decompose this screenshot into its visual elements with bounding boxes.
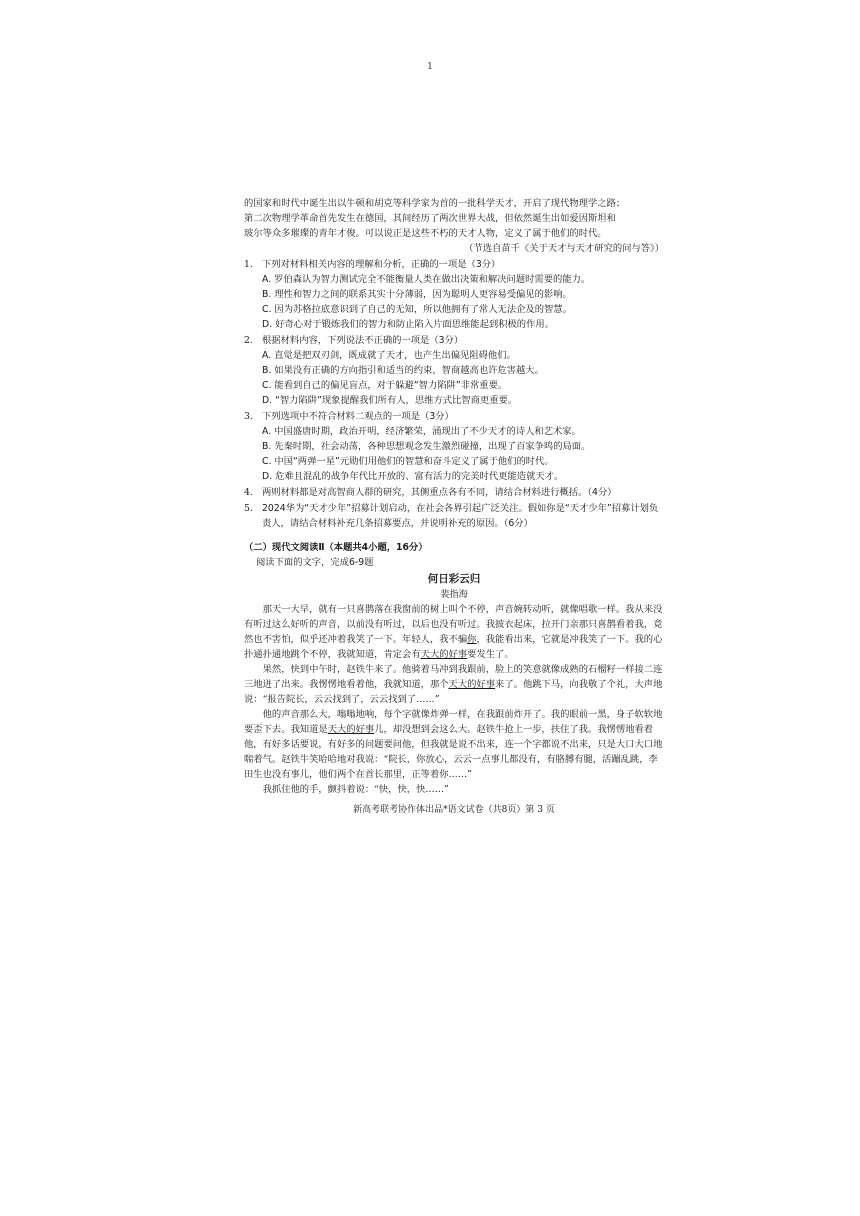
story-paragraph bbox=[244, 707, 664, 782]
question-2 bbox=[244, 333, 664, 408]
underlined-text: 天大的好事 bbox=[448, 679, 496, 690]
question-number: 2. bbox=[244, 335, 253, 346]
intro-line: 第二次物理学革命首先发生在德国，其间经历了两次世界大战，但依然诞生出如爱因斯坦和 bbox=[244, 213, 616, 224]
option-a: A. 中国盛唐时期，政治开明，经济繁荣，涌现出了不少天才的诗人和艺术家。 bbox=[262, 426, 581, 437]
story-paragraph bbox=[244, 662, 664, 707]
question-stem: 根据材料内容，下列说法不正确的一项是（3分） bbox=[262, 335, 464, 346]
question-1 bbox=[244, 257, 664, 332]
question-5 bbox=[244, 501, 664, 531]
question-stem: 下列选项中不符合材料二观点的一项是（3分） bbox=[262, 411, 454, 422]
question-stem: 2024华为“天才少年”招募计划启动，在社会各界引起广泛关注。假如你是“天才少年”招募计划负责人，请结合材料补充几条招募要点，并说明补充的原因。（6分） bbox=[262, 503, 659, 529]
question-stem: 下列对材料相关内容的理解和分析，正确的一项是（3分） bbox=[262, 259, 501, 270]
section-instruction: 阅读下面的文字，完成6-9题 bbox=[256, 557, 374, 568]
story-text: 那天一大早，就有一只喜鹊落在我窗前的树上叫个不停，声音婉转动听，就像唱歌一样。我从来没有听过这么好听的声音，以前没有听过，以后也没有听过。我披衣起床，拉开门亲那只喜鹊看着我，竟然也不害怕，似乎还冲着我笑了一下。年轻人，我不骗 bbox=[244, 604, 663, 645]
intro-line: 的国家和时代中诞生出以牛顿和胡克等科学家为首的一批科学天才，开启了现代物理学之路； bbox=[244, 198, 626, 209]
option-b: B. 理性和智力之间的联系其实十分薄弱，因为聪明人更容易受偏见的影响。 bbox=[262, 289, 572, 300]
story-paragraph: 我抓住他的手，颤抖着说：“快，快，快……” bbox=[262, 784, 449, 795]
option-c: C. 能看到自己的偏见盲点，对于躲避“智力陷阱”非常重要。 bbox=[262, 380, 508, 391]
story-paragraph bbox=[244, 602, 664, 662]
option-c: C. 中国“两弹一星”元勋们用他们的智慧和奋斗定义了属于他们的时代。 bbox=[262, 456, 554, 467]
intro-line: 玻尔等众多璀璨的青年才俊。可以说正是这些不朽的天才人物，定义了属于他们的时代。 bbox=[244, 228, 607, 239]
page-number: 1 bbox=[427, 62, 433, 72]
question-stem: 两则材料都是对高智商人群的研究，其侧重点各有不同，请结合材料进行概括。（4分） bbox=[262, 487, 617, 498]
underlined-text: 天大的好事 bbox=[420, 649, 468, 660]
story-text: 儿，却没想到会这么大。赵铁牛抢上一步，扶住了我。我愣愣地看着他，有好多话要说，有好多的问题要问他，但我就是说不出来，连一个字都说不出来，只是大口大口地喘着气。赵铁牛笑哈哈地对我说：“院长，你放心，云云一点事儿都没有，有胳膊有腿，活蹦乱跳，李田生也没有事儿，他们两个在首长那里，正等着你……” bbox=[244, 724, 663, 780]
question-number: 4. bbox=[244, 487, 253, 498]
question-4 bbox=[244, 485, 664, 500]
option-a: A. 罗伯森认为智力测试完全不能衡量人类在做出决策和解决问题时需要的能力。 bbox=[262, 274, 591, 285]
option-c: C. 因为苏格拉底意识到了自己的无知，所以他拥有了常人无法企及的智慧。 bbox=[262, 304, 572, 315]
option-a: A. 直觉是把双刃剑，既成就了天才，也产生出偏见阻碍他们。 bbox=[262, 350, 516, 361]
story-text: 要发生了。 bbox=[467, 649, 514, 660]
option-d: D. 危难且混乱的战争年代比开放的、富有活力的完美时代更能造就天才。 bbox=[262, 471, 564, 482]
question-number: 1. bbox=[244, 259, 253, 270]
question-number: 3. bbox=[244, 411, 253, 422]
section-heading: （二）现代文阅读Ⅱ（本题共4小题，16分） bbox=[244, 542, 428, 553]
story-author: 裴指海 bbox=[440, 589, 468, 600]
story-text: ，我能看出来，它就是冲我笑了一下。我的心扑通扑通地跳个不停，我就知道，肯定会有 bbox=[244, 634, 663, 660]
source-citation: （节选自苗千《关于天才与天才研究的问与答》） bbox=[464, 243, 664, 254]
option-b: B. 先秦时期，社会动荡，各种思想观念发生激烈碰撞，出现了百家争鸣的局面。 bbox=[262, 441, 591, 452]
option-b: B. 如果没有正确的方向指引和适当的约束，智商越高也许危害越大。 bbox=[262, 365, 544, 376]
option-d: D. 好奇心对于锻炼我们的智力和防止陷入片面思维能起到积极的作用。 bbox=[262, 319, 554, 330]
exam-page bbox=[244, 196, 664, 818]
option-d: D. “智力陷阱”现象提醒我们所有人，思维方式比智商更重要。 bbox=[262, 395, 518, 406]
question-number: 5. bbox=[244, 503, 253, 514]
story-title: 何日彩云归 bbox=[427, 573, 481, 585]
story-text: 果然，快到中午时，赵铁牛来了。他骑着马冲到我跟前，脸上的笑意就像成熟的石榴籽一样接二连三地迸了出来。我愣愣地看着他，我就知道，那个 bbox=[244, 664, 663, 690]
underlined-text: 天大的好事 bbox=[327, 724, 375, 735]
story-text: 来了。他跳下马，向我敬了个礼，大声地说：“报告院长，云云找到了，云云找到了……” bbox=[244, 679, 663, 705]
page-footer: 新高考联考协作体出品*语文试卷（共8页）第 3 页 bbox=[353, 805, 555, 815]
question-3 bbox=[244, 409, 664, 484]
underlined-text: 你 bbox=[467, 634, 477, 645]
story-text: 他的声音那么大，嗡嗡地响，每个字就像炸弹一样，在我跟前炸开了。我的眼前一黑，身子软软地要歪下去。我知道是 bbox=[244, 709, 663, 735]
